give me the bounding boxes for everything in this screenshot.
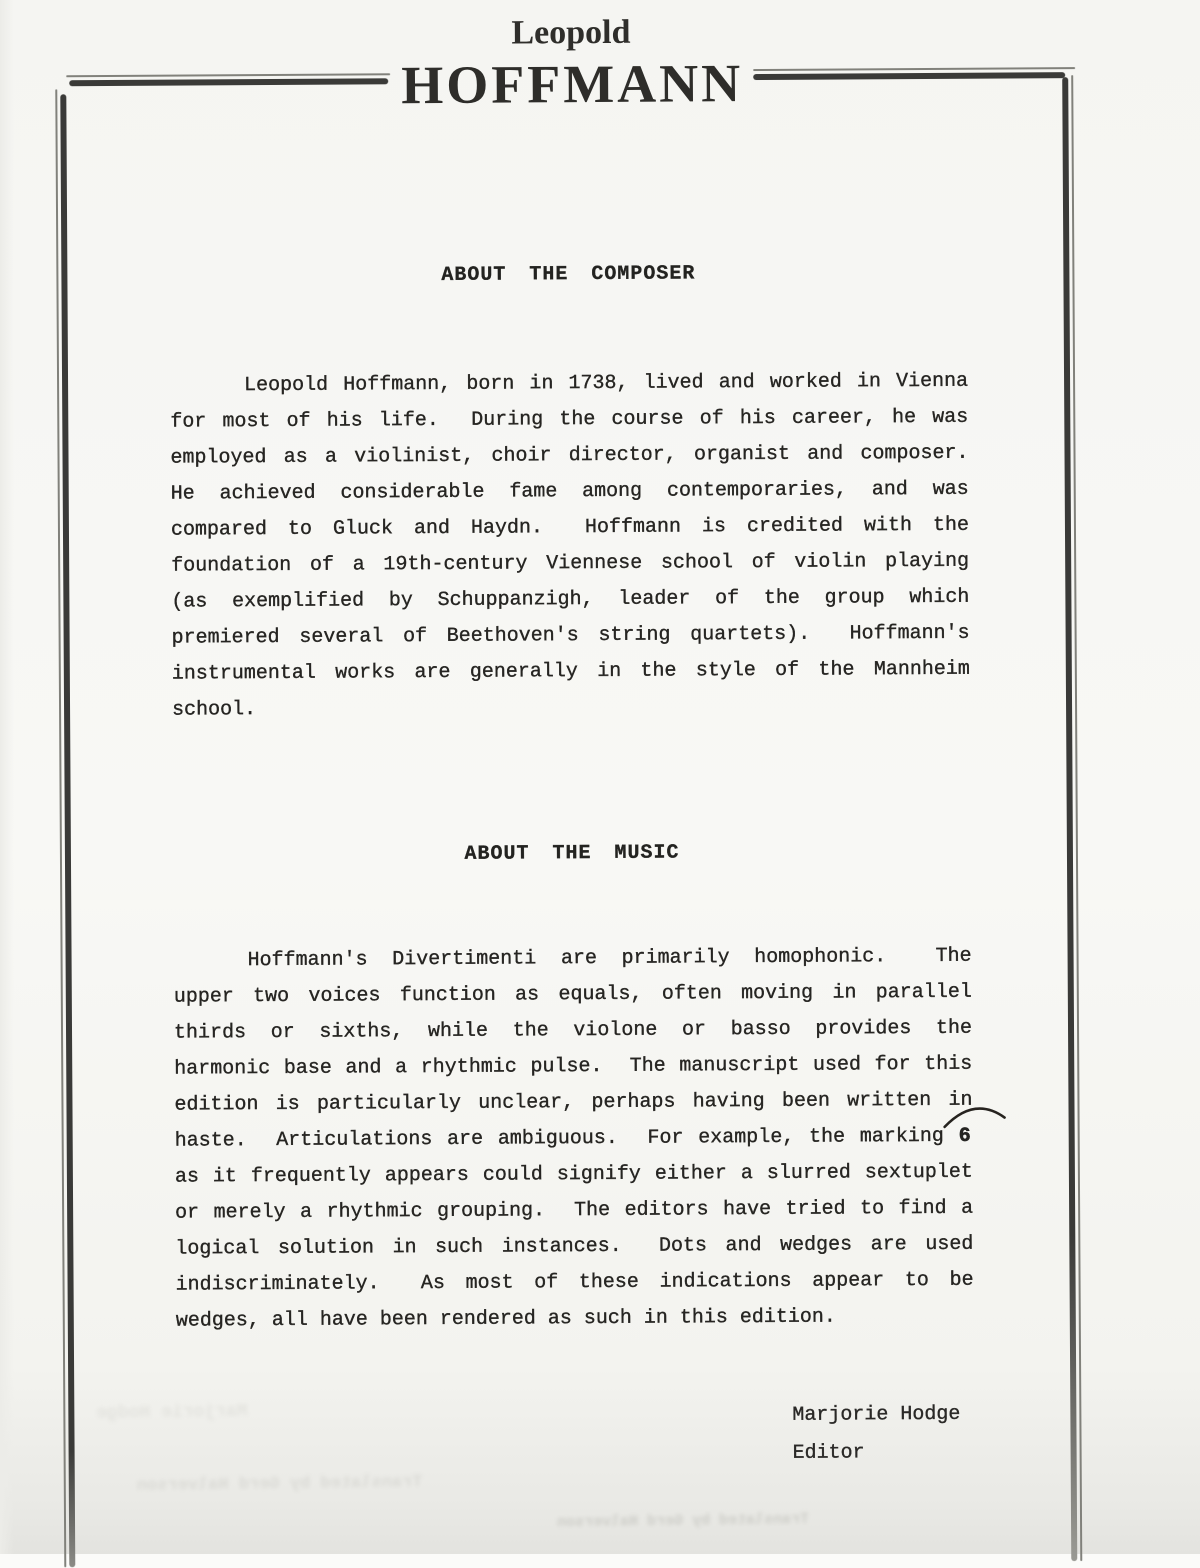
frame-top-right-thin-rule bbox=[753, 67, 1075, 71]
text-line: compared to Gluck and Haydn. Hoffmann is credited with the bbox=[170, 513, 970, 542]
text-line: harmonic base and a rhythmic pulse. The manuscript used for this bbox=[174, 1052, 973, 1081]
six-glyph: 6 bbox=[958, 1124, 971, 1148]
signature-block bbox=[792, 1396, 960, 1473]
bleed-through-text: Translated by Gerd Halverson bbox=[136, 1473, 423, 1496]
text-line: Hoffmann's Divertimenti are primarily homophonic. The bbox=[247, 944, 972, 973]
heading-about-the-composer: ABOUT THE COMPOSER bbox=[441, 262, 696, 287]
frame-top-left-thin-rule bbox=[66, 73, 390, 77]
bleed-through-text: Marjorie Hodge bbox=[96, 1401, 248, 1424]
heading-about-the-music: ABOUT THE MUSIC bbox=[464, 841, 680, 866]
text-line: premiered several of Beethoven's string quartets). Hoffmann's bbox=[171, 621, 970, 650]
text-line: (as exemplified by Schuppanzigh, leader of the group which bbox=[171, 585, 970, 614]
editor-name: Marjorie Hodge bbox=[792, 1402, 961, 1427]
text-line: wedges, all have been rendered as such in this edition. bbox=[175, 1305, 836, 1333]
text-line: upper two voices function as equals, often moving in parallel bbox=[173, 980, 972, 1009]
text-line: school. bbox=[171, 698, 257, 722]
composer-last-name: HOFFMANN bbox=[401, 53, 744, 116]
text-line: logical solution in such instances. Dots and wedges are used bbox=[175, 1232, 974, 1261]
paragraph-about-composer bbox=[170, 364, 970, 729]
text-line: for most of his life. During the course of his career, he was bbox=[170, 405, 969, 434]
text-line: Leopold Hoffmann, born in 1738, lived and worked in Vienna bbox=[244, 369, 969, 398]
bleed-through-text: Translated by Gerd Halverson bbox=[556, 1510, 810, 1532]
sextuplet-marking bbox=[959, 1119, 973, 1155]
paragraph-about-music bbox=[173, 939, 973, 1340]
text-line: foundation of a 19th-century Viennese school of violin playing bbox=[171, 549, 970, 578]
text-line: as it frequently appears could signify either a slurred sextuplet bbox=[174, 1160, 973, 1189]
slur-arc-icon bbox=[941, 1105, 1007, 1130]
frame-top-left-thick-rule bbox=[69, 78, 388, 86]
text-line: employed as a violinist, choir director, organist and composer. bbox=[170, 441, 969, 470]
text-line: indiscriminately. As most of these indications appear to be bbox=[175, 1268, 974, 1297]
text-line: instrumental works are generally in the style of the Mannheim bbox=[171, 657, 970, 686]
text-line: edition is particularly unclear, perhaps having been written in bbox=[174, 1088, 973, 1117]
text-line: haste. Articulations are ambiguous. For example, the marking 6 bbox=[175, 1119, 973, 1160]
text-line: thirds or sixths, while the violone or basso provides the bbox=[173, 1016, 973, 1045]
composer-first-name: Leopold bbox=[511, 13, 631, 52]
frame-top-right-thick-rule bbox=[753, 72, 1065, 80]
text-line: or merely a rhythmic grouping. The editors have tried to find a bbox=[175, 1196, 974, 1225]
text-line: He achieved considerable fame among contemporaries, and was bbox=[170, 477, 969, 506]
editor-role: Editor bbox=[792, 1441, 865, 1465]
